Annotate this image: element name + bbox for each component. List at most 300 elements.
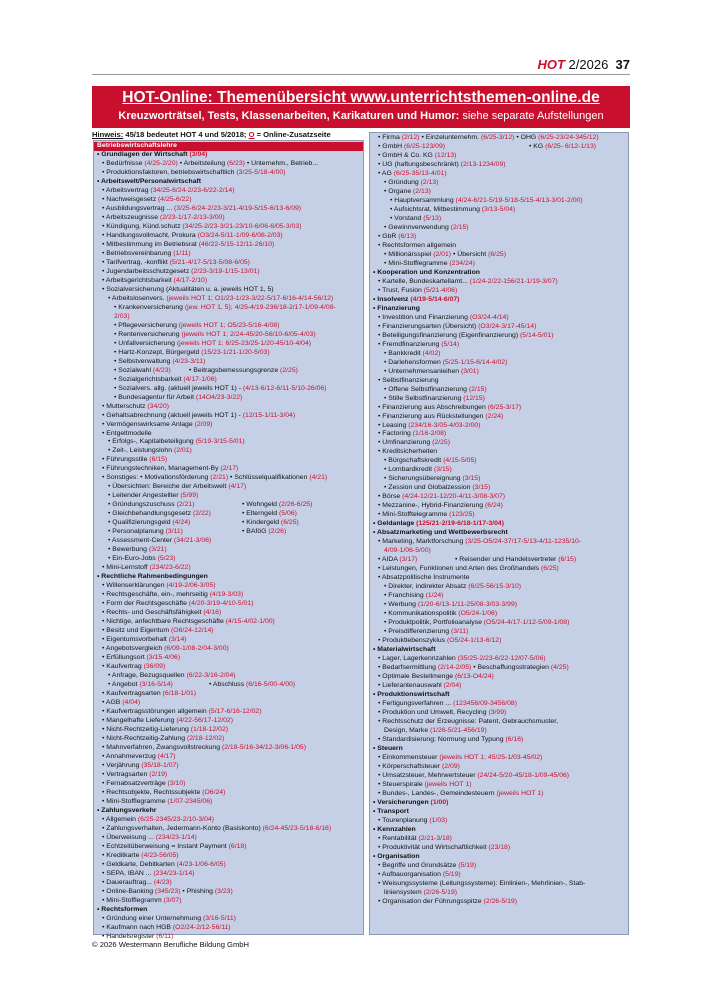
topic-item xyxy=(373,817,625,826)
issue-ref: (2/18-12/02) xyxy=(186,734,225,742)
topic-item xyxy=(97,277,360,286)
topic-text: • Absatzmarketing und Wettbewerbsrecht xyxy=(373,529,508,537)
topic-text: • Finanzierung aus Abschreibungen xyxy=(378,403,488,411)
topic-text: • Trust, Fusion xyxy=(378,286,424,294)
topic-item xyxy=(97,708,360,717)
issue-ref: (1/00) xyxy=(430,798,449,806)
topic-text: • GmbH & Co. KG xyxy=(378,151,435,159)
header-rule xyxy=(92,74,630,75)
topic-text: • AG xyxy=(378,169,394,177)
topic-item xyxy=(373,413,625,422)
topic-text: • Gewinnverwendung xyxy=(384,223,451,231)
topic-item xyxy=(97,726,360,735)
issue-ref: (6/25) xyxy=(280,519,299,527)
issue-ref: (4/20-3/19-4/10-5/01) xyxy=(188,600,254,608)
issue-ref: (125/21-2/19-6/18-1/17-3/04) xyxy=(416,520,504,528)
topic-text: • Direkter, indirekter Absatz xyxy=(384,583,469,591)
issue-ref: (234/16-3/05-4/03-2/00) xyxy=(408,421,481,429)
topic-text: • Einzelunternehm. xyxy=(419,134,481,141)
issue-ref: (4/21) xyxy=(309,474,328,482)
topic-item xyxy=(373,709,625,718)
issue-ref: (34/21-3/06) xyxy=(173,537,212,545)
copyright: © 2026 Westermann Berufliche Bildung GmbH xyxy=(92,940,249,949)
issue-ref: (14O4/23-3/22) xyxy=(195,393,243,401)
topic-item xyxy=(373,835,625,844)
topic-text: • Nicht-Rechtzeitig-Lieferung xyxy=(102,725,191,733)
topic-item xyxy=(373,368,625,377)
issue-ref: (6/25-35/13-4/01) xyxy=(393,169,447,177)
issue-ref: (6/24) xyxy=(485,502,503,510)
topic-text: • Bewerbung xyxy=(108,546,149,554)
topic-item xyxy=(373,161,625,170)
issue-ref: (24/24-5/20-45/18-1/09-45/06) xyxy=(477,771,570,779)
topic-text: • Qualifizierungsgeld xyxy=(108,519,173,527)
topic-item xyxy=(97,564,360,573)
page-number-block xyxy=(537,57,630,72)
issue-ref: (34/25-2/23-3/21-23/10-6/06-6/05-3/03) xyxy=(182,222,302,230)
topic-item xyxy=(373,287,625,296)
issue-ref: (O6/24-12/14) xyxy=(170,627,214,635)
topic-text: • Mitbestimmung im Betriebsrat xyxy=(102,240,199,248)
issue-ref: (3/15) xyxy=(462,475,481,483)
topic-text: • Einkommensteuer xyxy=(378,753,440,761)
topic-text: • Finanzierung xyxy=(373,304,420,312)
section-title: Betriebswirtschaftslehre xyxy=(94,142,363,151)
issue-ref: (6/18) xyxy=(228,842,247,850)
topic-item xyxy=(97,492,360,501)
topic-text: • Mini-Stofflegramme xyxy=(384,259,450,267)
topic-text: • Absatzpolitische Instrumente xyxy=(378,574,470,582)
topic-text: • Tarifvertrag, -konflikt xyxy=(102,258,170,266)
topic-text: • Sonstiges: • Motivationsförderung xyxy=(102,474,211,482)
topic-item xyxy=(97,789,360,798)
topic-text: • Wohngeld xyxy=(242,501,279,509)
topic-item xyxy=(97,232,360,241)
topic-text: • Umsatzsteuer, Mehrwertsteuer xyxy=(378,771,478,779)
issue-ref: (3/01) xyxy=(460,367,479,375)
banner-subtitle xyxy=(92,110,630,122)
topic-text: • Weisungssysteme (Leitungssysteme): Einlinien-, Mehrlinien-, Stab- xyxy=(378,879,586,887)
topic-item xyxy=(97,250,360,259)
issue-ref: (4/17-2/10) xyxy=(173,276,208,284)
topic-text: • Factoring xyxy=(378,430,413,438)
topic-item xyxy=(97,645,360,654)
topic-text: • SEPA, IBAN ... xyxy=(102,869,154,877)
issue-ref: (1/18-12/02) xyxy=(190,725,229,733)
issue-ref: (5/14-5/01) xyxy=(520,331,554,339)
topic-text: • Insolvenz xyxy=(373,295,411,303)
topic-item xyxy=(373,637,625,646)
hint-line xyxy=(92,130,331,139)
topic-item-secondary xyxy=(242,501,312,510)
topic-item xyxy=(97,519,360,528)
topic-item xyxy=(373,278,625,287)
topic-item xyxy=(373,727,625,736)
topic-item xyxy=(373,341,625,350)
topic-item xyxy=(97,501,360,510)
topic-text: • Transport xyxy=(373,807,409,815)
topic-item xyxy=(97,465,360,474)
issue-ref: (5/13) xyxy=(423,214,442,222)
issue-ref: (3/17) xyxy=(399,556,418,564)
topic-item xyxy=(373,754,625,763)
topic-text: • Kreditsicherheiten xyxy=(378,448,438,456)
topic-text: • Millionärsspiel xyxy=(384,250,434,258)
topic-text: • Selbstverwaltung xyxy=(114,357,173,365)
topic-text: • Kennzahlen xyxy=(373,825,416,833)
issue-ref: (4/17-1/06) xyxy=(183,375,217,383)
topic-text: • Produktivität und Wirtschaftlichkeit xyxy=(378,843,489,851)
issue-ref: (6/16) xyxy=(505,735,524,743)
issue-ref: (3/13-5/04) xyxy=(481,205,516,213)
issue-ref: (3/07) xyxy=(163,896,182,904)
issue-ref: (3/14) xyxy=(168,636,187,644)
topic-item xyxy=(373,718,625,727)
issue-ref: (1/16-2/08) xyxy=(412,430,447,438)
topic-text: • Unternehm., Betrieb... xyxy=(244,159,319,167)
topic-item-secondary xyxy=(529,143,596,152)
topic-text: • Tourenplanung xyxy=(378,816,430,824)
topic-text: • Assessment-Center xyxy=(108,537,174,545)
topic-heading xyxy=(373,853,625,862)
issue-ref: (3/16-5/11) xyxy=(202,914,236,922)
topic-item xyxy=(373,511,625,520)
topic-item xyxy=(373,359,625,368)
issue-ref: (34/20) xyxy=(147,402,170,410)
issue-ref: (3/15) xyxy=(472,484,491,492)
topic-text: • Kreditkarte xyxy=(102,851,142,859)
issue-ref: (1/26-5/21-456/19) xyxy=(430,726,487,734)
topic-text: • Vermögenswirksame Anlage xyxy=(102,420,195,428)
topic-item xyxy=(97,699,360,708)
topic-item xyxy=(97,663,360,672)
topic-text: • Grundlagen der Wirtschaft xyxy=(97,150,190,158)
topic-item xyxy=(373,260,625,269)
issue-ref: (5/06) xyxy=(279,510,297,518)
topic-item xyxy=(97,546,360,555)
topic-text: • Unfallversicherung xyxy=(114,339,177,347)
topic-heading xyxy=(373,745,625,754)
topic-item xyxy=(97,169,360,178)
topic-item xyxy=(373,251,625,260)
issue-ref: (23/18) xyxy=(488,843,511,851)
topic-text: • Übersichten: Bereiche der Arbeitswelt xyxy=(108,483,229,491)
topic-item xyxy=(97,798,360,807)
topic-text: • Elterngeld xyxy=(242,510,280,518)
topic-text: • Bürgschaftskredit xyxy=(384,457,444,465)
topic-text: liniensystem xyxy=(384,888,424,896)
topic-text: • Bundes-, Landes-, Gemeindesteuern xyxy=(378,789,497,797)
issue-ref: (3/11) xyxy=(450,628,469,636)
topic-text: • Zeit-, Leistungslohn xyxy=(108,447,174,455)
topic-item xyxy=(97,690,360,699)
issue-ref: (6/25-56/15-3/10) xyxy=(468,583,522,591)
topic-item xyxy=(97,304,360,313)
topic-text: • Organisation xyxy=(373,852,420,860)
topic-text: • Finanzierungsarten (Übersicht) xyxy=(378,322,479,330)
topic-text: • BAföG xyxy=(242,528,269,536)
topic-item xyxy=(373,233,625,242)
topic-text: • Produktpolitik, Portfolioanalyse xyxy=(384,619,484,627)
topic-text: • Ein-Euro-Jobs xyxy=(108,555,158,563)
topic-item xyxy=(97,376,360,385)
issue-ref: (1/20-6/13-1/11-25/08-3/03-3/99) xyxy=(417,601,518,609)
topic-text: • Umfinanzierung xyxy=(378,439,433,447)
topic-item xyxy=(373,242,625,251)
topic-item xyxy=(97,861,360,870)
issue-ref: (6/22-3/16-2/04) xyxy=(186,672,236,680)
issue-ref: (36/09) xyxy=(143,663,166,671)
topic-text: • Verjährung xyxy=(102,761,142,769)
topic-text: • Arbeitswelt/Personalwirtschaft xyxy=(97,177,202,185)
topic-text: • Geldanlage xyxy=(373,520,417,528)
issue-ref: (4/15-5/05) xyxy=(443,457,477,465)
topic-text: • Bedarfsermittlung xyxy=(378,664,438,672)
topic-text: • AGB xyxy=(102,699,123,707)
topic-text: • Mini-Stofftelegramme xyxy=(378,511,450,519)
issue-ref: (2/17) xyxy=(220,465,239,473)
topic-text: • Beitragsbemessungsgrenze xyxy=(189,366,281,374)
topic-text: • Beteiligungsfinanzierung (Eigenfinanzierung) xyxy=(378,331,521,339)
issue-ref: (234/23-1/14) xyxy=(153,869,195,877)
topic-item xyxy=(97,187,360,196)
issue-ref: (4/17) xyxy=(228,483,247,491)
topic-text: • Fremdfinanzierung xyxy=(378,340,442,348)
issue-ref: (5/17-6/16-12/02) xyxy=(208,708,262,716)
topic-item xyxy=(97,681,360,690)
topic-text: • GbR xyxy=(378,232,399,240)
topic-text: • Angebotsvergleich xyxy=(102,645,165,653)
issue-ref: (234/23-6/22) xyxy=(149,564,191,572)
issue-ref: (123/25) xyxy=(449,511,475,519)
topic-item xyxy=(373,844,625,853)
topic-text: • Rechts- und Geschäftsfähigkeit xyxy=(102,609,204,617)
topic-item xyxy=(373,898,625,907)
issue-ref: (6/11) xyxy=(156,932,174,940)
issue-ref: (2/23-3/19-1/15-13/01) xyxy=(191,267,260,275)
topic-text: • Geldkarte, Debitkarten xyxy=(102,860,177,868)
topic-item xyxy=(97,412,360,421)
topic-text: • Lager, Lagerkennzahlen xyxy=(378,655,458,663)
banner-subtitle-bold: Kreuzworträtsel, Tests, Klassenarbeiten, Karikaturen und Humor: xyxy=(118,110,460,122)
topic-text: • Ausbildungsvertrag ... xyxy=(102,204,175,212)
topic-item xyxy=(97,456,360,465)
topic-item xyxy=(373,538,625,547)
topic-heading xyxy=(373,646,625,655)
topic-item xyxy=(373,628,625,637)
topic-text: • Angebot xyxy=(108,681,140,689)
topic-item xyxy=(97,672,360,681)
topic-heading xyxy=(97,807,360,816)
issue-ref: (4/02) xyxy=(422,349,441,357)
topic-text: • Investition und Finanzierung xyxy=(378,313,470,321)
banner-title[interactable]: HOT-Online: Themenübersicht www.unterrichtsthemen-online.de xyxy=(122,89,600,106)
topic-text: • Finanzierung aus Rückstellungen xyxy=(378,412,486,420)
topic-item xyxy=(97,870,360,879)
topic-text: • OHG xyxy=(514,134,539,141)
topic-text: • Reisender und Handelsvertreter xyxy=(455,556,559,564)
topic-item xyxy=(373,457,625,466)
issue-ref: (4/13-6/12-6/11-5/10-26/06) xyxy=(242,384,327,392)
topic-heading xyxy=(373,529,625,538)
issue-ref: (O3/24-5/11-1/09-6/08-2/03) xyxy=(197,231,283,239)
issue-ref: (1/03) xyxy=(429,816,448,824)
topic-text: • Kindergeld xyxy=(242,519,281,527)
topic-text: • Firma xyxy=(378,134,402,141)
topic-item xyxy=(373,880,625,889)
topic-text: • Franchising xyxy=(384,592,426,600)
topic-item xyxy=(97,295,360,304)
issue-ref: (jeweils HOT 1; O1/23-1/23-3/22-5/17-6/16-4/14-56/12) xyxy=(166,294,334,302)
topic-text: • Aufbauorganisation xyxy=(378,870,443,878)
topic-item xyxy=(373,475,625,484)
topic-text: • Preisdifferenzierung xyxy=(384,628,451,636)
issue-ref: (4/23) xyxy=(153,878,172,886)
issue-ref: (35/18-1/07) xyxy=(141,761,179,769)
issue-ref: (5/19-3/15-5/01) xyxy=(195,438,245,446)
topic-text: • Hartz-Konzept, Bürgergeld xyxy=(114,348,202,356)
topic-text: • Mini-Stofflegramme xyxy=(102,797,168,805)
topic-text: • Standardisierung: Normung und Typung xyxy=(378,735,506,743)
topic-item xyxy=(97,537,360,546)
topic-item xyxy=(373,889,625,898)
issue-ref: (2/04) xyxy=(443,682,462,690)
topic-text: • Rentabilität xyxy=(378,834,419,842)
topic-item xyxy=(373,448,625,457)
topic-item xyxy=(97,897,360,906)
topic-item xyxy=(373,502,625,511)
topic-item-secondary xyxy=(189,367,298,376)
topic-text: • Steuerspirale xyxy=(378,780,425,788)
issue-ref: (2/09) xyxy=(194,420,213,428)
issue-ref: (2/21) xyxy=(210,474,229,482)
topic-text: • Bundesagentur für Arbeit xyxy=(114,393,196,401)
topic-text: • Versicherungen xyxy=(373,798,431,806)
topic-text: • Mangelhafte Lieferung xyxy=(102,717,177,724)
topic-item xyxy=(97,438,360,447)
topic-text: • Materialwirtschaft xyxy=(373,646,436,654)
topic-item xyxy=(373,592,625,601)
issue-ref: (O3/24-3/17-45/14) xyxy=(478,322,537,330)
issue-ref: (O3/24-4/14) xyxy=(469,313,509,321)
topic-text: • Zahlungsverhalten, Jedermann-Konto (Basiskonto) xyxy=(102,824,263,832)
issue-ref: (4/25) xyxy=(550,664,569,672)
issue-ref: 2/03) xyxy=(114,312,130,320)
issue-ref: (4/17) xyxy=(157,752,176,760)
topic-heading xyxy=(373,799,625,808)
topic-item xyxy=(373,673,625,682)
topic-text: • Steuern xyxy=(373,744,403,752)
issue-ref: (5/99) xyxy=(180,492,199,500)
issue-ref: (46/22-5/15-12/11-26/10) xyxy=(198,240,275,248)
topic-text: • Willenserklärungen xyxy=(102,582,167,590)
issue-ref: (5/25-1/15-6/14-4/02) xyxy=(442,358,508,366)
topic-item xyxy=(97,618,360,627)
topic-text: • Nicht-Rechtzeitig-Zahlung xyxy=(102,734,187,742)
topic-text: • Mahnverfahren, Zwangsvollstreckung xyxy=(102,743,222,751)
left-column xyxy=(93,140,364,940)
topic-item-secondary xyxy=(455,556,576,565)
topic-text: • Produktion und Umwelt, Recycling xyxy=(378,709,489,716)
issue-ref: (4/25-2/20) xyxy=(144,159,178,167)
topic-text: • Unternehmensanleihen xyxy=(384,367,461,375)
topic-text: • Leitender Angestellter xyxy=(108,492,181,500)
issue-ref: (O2/24-2/12-56/11) xyxy=(172,923,231,931)
issue-ref: (4/16) xyxy=(203,609,222,617)
topic-text: • Form der Rechtsgeschäfte xyxy=(102,600,189,608)
issue-ref: (6/25-3/12) xyxy=(480,134,515,141)
issue-ref: (2/26) xyxy=(268,528,287,536)
topic-item xyxy=(373,323,625,332)
issue-ref: (4/04) xyxy=(122,699,141,707)
topic-text: • Abschluss xyxy=(209,681,247,689)
issue-ref: (1/24-2/22-156/21-1/19-3/07) xyxy=(469,277,558,285)
issue-ref: (3/23) xyxy=(214,887,233,895)
issue-ref: (6/25-2345/23-2/10-3/04) xyxy=(137,815,214,823)
issue-ref: (234/23-1/14) xyxy=(155,833,197,841)
hint-text: 45/18 bedeutet HOT 4 und 5/2018; xyxy=(123,130,249,139)
topic-item xyxy=(97,394,360,403)
topic-text: • Rechtliche Rahmenbedingungen xyxy=(97,573,208,581)
topic-item xyxy=(373,466,625,475)
topic-item xyxy=(373,790,625,799)
issue-ref: (6/24-45/23-5/18-6/16) xyxy=(262,824,332,832)
topic-item xyxy=(373,377,625,386)
topic-item xyxy=(97,834,360,843)
topic-heading xyxy=(97,178,360,187)
topic-text: • Kündigung, Künd.schutz xyxy=(102,222,183,230)
topic-item xyxy=(373,386,625,395)
topic-item xyxy=(97,717,360,726)
topic-text: • Übersicht xyxy=(451,250,489,258)
topic-item-secondary xyxy=(242,528,286,537)
title-banner xyxy=(92,86,630,128)
topic-item xyxy=(373,422,625,431)
issue-ref: (4/23) xyxy=(152,366,171,374)
topic-item xyxy=(97,223,360,232)
topic-text: • Sozialwahl xyxy=(114,366,153,374)
topic-item-secondary xyxy=(242,519,299,528)
issue-ref: (2/14-2/05) xyxy=(437,664,472,672)
page-header xyxy=(92,57,630,73)
issue-ref: (2/26-5/19) xyxy=(483,897,517,905)
issue-ref: (12/15-1/11-3/04) xyxy=(242,411,296,419)
issue-ref: (4/23-1/06-6/05) xyxy=(176,860,226,868)
topic-text: • GmbH xyxy=(378,142,404,150)
topic-item xyxy=(97,591,360,600)
issue-ref: (jew. HOT 1, 5); 4/25-4/19-236/18-2/17-1/09-4/08- xyxy=(184,303,336,311)
issue-ref: (6/15) xyxy=(558,556,577,564)
topic-text: • Hauptversammlung xyxy=(390,196,456,204)
issue-ref: (1/24) xyxy=(425,592,444,600)
topic-item xyxy=(97,915,360,924)
topic-text: • Führungsstile xyxy=(102,456,150,464)
topic-item xyxy=(97,340,360,349)
topic-item xyxy=(373,655,625,664)
topic-text: • Handelsregister xyxy=(102,932,157,940)
topic-heading xyxy=(373,826,625,835)
topic-item xyxy=(373,350,625,359)
topic-text: • Zession und Globalzession xyxy=(384,484,473,492)
topic-heading xyxy=(373,691,625,700)
topic-text: • Produktionswirtschaft xyxy=(373,691,450,699)
issue-ref: (O6/24) xyxy=(202,788,226,796)
topic-heading xyxy=(373,520,625,529)
topic-item xyxy=(97,852,360,861)
topic-text: • Gründung einer Unternehmung xyxy=(102,914,203,922)
topic-item xyxy=(373,143,625,152)
issue-ref: (6/23) xyxy=(227,159,245,167)
